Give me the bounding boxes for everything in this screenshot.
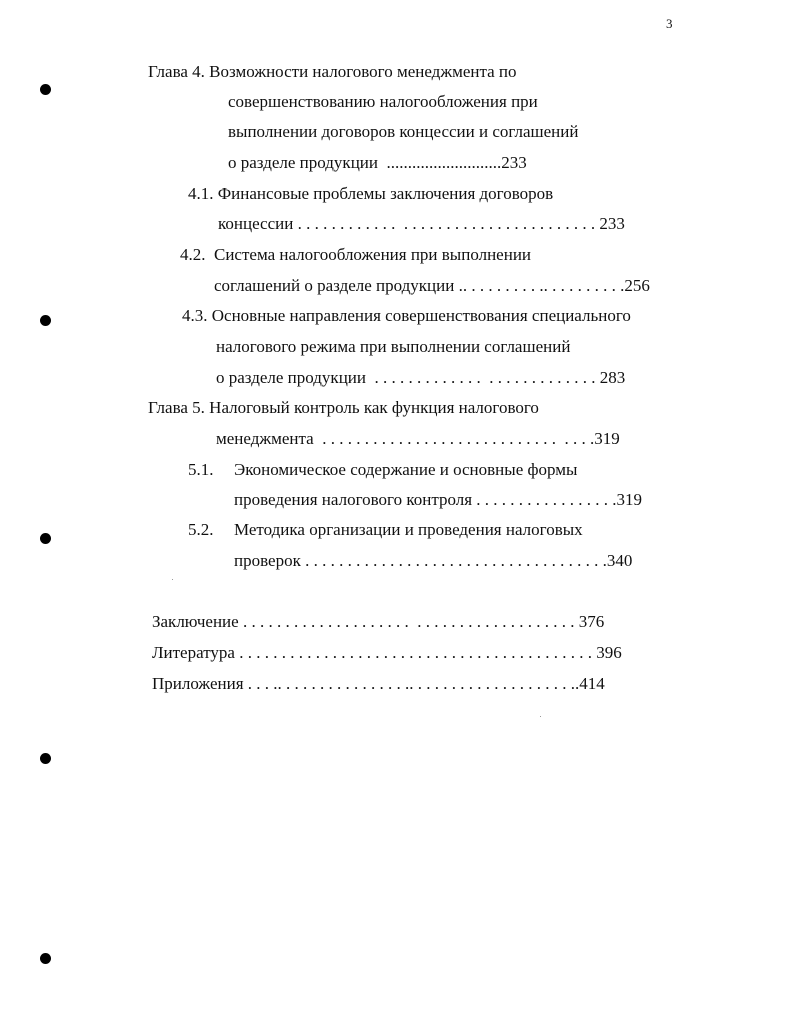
binding-hole-mark	[40, 84, 51, 95]
toc-appendix-entry: Приложения . . . .. . . . . . . . . . . . . . . .. . . . . . . . . . . . . . . . . . . ..414	[152, 674, 605, 693]
toc-chapter-4-title-cont: выполнении договоров концессии и соглашений	[228, 122, 579, 141]
toc-chapter-4-title-cont: совершенствованию налогообложения при	[228, 92, 538, 111]
binding-hole-mark	[40, 753, 51, 764]
toc-section-4-2-entry: соглашений о разделе продукции .. . . . . . . . . .. . . . . . . . . .256	[214, 276, 650, 295]
toc-section-4-3-entry: о разделе продукции . . . . . . . . . . . . . . . . . . . . . . . . . . 283	[216, 368, 626, 387]
toc-section-4-2-title: 4.2. Система налогообложения при выполнении	[180, 245, 532, 264]
toc-section-4-1-title: 4.1. Финансовые проблемы заключения договоров	[188, 184, 554, 203]
toc-chapter-4-entry: о разделе продукции ...........................233	[228, 153, 527, 172]
toc-conclusion-entry: Заключение . . . . . . . . . . . . . . . . . . . . . . . . . . . . . . . . . . . . . . . 376	[152, 612, 605, 631]
toc-literature-entry: Литература . . . . . . . . . . . . . . . . . . . . . . . . . . . . . . . . . . . . . . . . . . 396	[152, 643, 622, 662]
binding-hole-mark	[40, 533, 51, 544]
scan-speck	[172, 579, 173, 580]
toc-section-5-1-number: 5.1.	[188, 460, 214, 479]
binding-hole-mark	[40, 315, 51, 326]
page-number: 3	[666, 16, 673, 31]
toc-section-5-2-number: 5.2.	[188, 520, 214, 539]
scan-speck	[540, 716, 541, 717]
toc-section-4-3-title-cont: налогового режима при выполнении соглашений	[216, 337, 571, 356]
toc-section-5-1-title: Экономическое содержание и основные формы	[234, 460, 578, 479]
toc-section-4-1-entry: концессии . . . . . . . . . . . . . . . . . . . . . . . . . . . . . . . . . . . 233	[218, 214, 625, 233]
toc-section-4-3-title: 4.3. Основные направления совершенствования специального	[182, 306, 631, 325]
toc-section-5-2-entry: проверок . . . . . . . . . . . . . . . . . . . . . . . . . . . . . . . . . . . .340	[234, 551, 633, 570]
toc-section-5-2-title: Методика организации и проведения налоговых	[234, 520, 583, 539]
binding-hole-mark	[40, 953, 51, 964]
toc-chapter-5-title: Глава 5. Налоговый контроль как функция налогового	[148, 398, 539, 417]
toc-section-5-1-entry: проведения налогового контроля . . . . . . . . . . . . . . . . .319	[234, 490, 643, 509]
toc-chapter-4-title: Глава 4. Возможности налогового менеджмента по	[148, 62, 517, 81]
toc-chapter-5-entry: менеджмента . . . . . . . . . . . . . . . . . . . . . . . . . . . . . . . .319	[216, 429, 620, 448]
